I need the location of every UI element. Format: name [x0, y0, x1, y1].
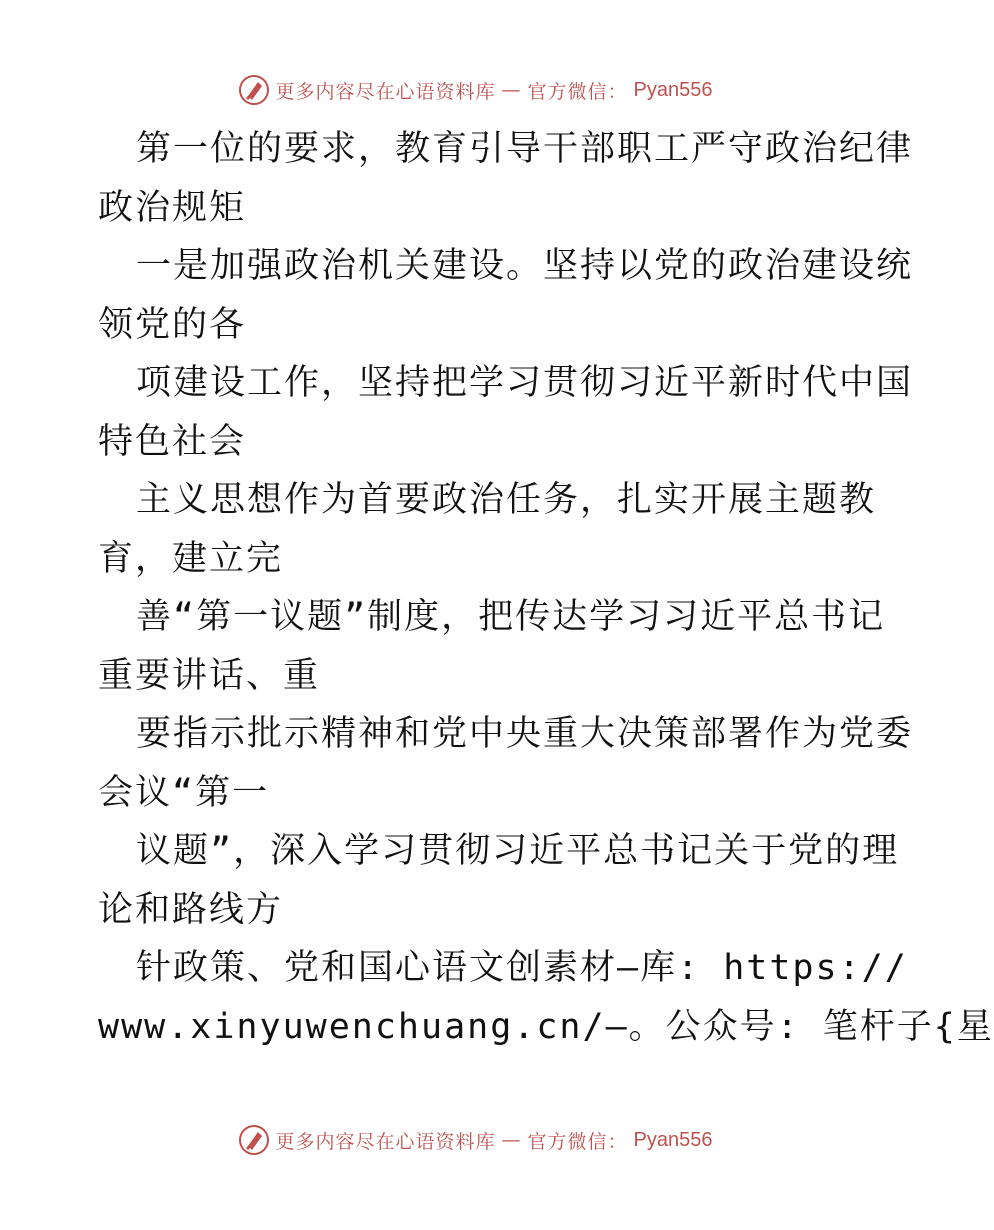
banner-dash: — — [501, 79, 522, 101]
text-line: www.xinyuwenchuang.cn/—。公众号: 笔杆子{星 — [98, 1006, 994, 1047]
text-line: 主义思想作为首要政治任务，扎实开展主题教 — [136, 480, 877, 520]
text-line: 领党的各 — [98, 304, 247, 345]
text-line: 议题”，深入学习贯彻习近平总书记关于党的理 — [136, 831, 900, 871]
banner-site-text: 更多内容尽在心语资料库 — [275, 1130, 496, 1153]
text-line: 论和路线方 — [98, 889, 284, 930]
text-line: 要指示批示精神和党中央重大决策部署作为党委 — [136, 714, 914, 754]
banner-dash: — — [501, 1129, 522, 1151]
pen-nib-logo-icon — [238, 74, 270, 106]
text-line: 针政策、党和国心语文创素材—库: https:// — [136, 948, 908, 988]
banner-wechat-label: 官方微信： — [527, 80, 628, 103]
banner-wechat-label: 官方微信： — [527, 1130, 628, 1153]
text-line: 特色社会 — [98, 421, 247, 462]
banner-wechat-id: Pyan556 — [633, 1128, 713, 1151]
document-body — [98, 120, 994, 1056]
footer-banner — [0, 1122, 950, 1158]
header-banner — [0, 72, 950, 108]
banner-wechat-id: Pyan556 — [633, 78, 713, 101]
text-line: 会议“第一 — [98, 772, 270, 813]
text-line: 项建设工作，坚持把学习贯彻习近平新时代中国 — [136, 363, 914, 403]
banner-site-text: 更多内容尽在心语资料库 — [275, 80, 496, 103]
text-line: 育，建立完 — [98, 538, 284, 579]
text-line: 第一位的要求，教育引导干部职工严守政治纪律 — [136, 129, 914, 169]
text-line: 政治规矩 — [98, 187, 247, 228]
pen-nib-logo-icon — [238, 1124, 270, 1156]
text-line: 一是加强政治机关建设。坚持以党的政治建设统 — [136, 246, 914, 286]
text-line: 重要讲话、重 — [98, 655, 321, 696]
text-line: 善“第一议题”制度，把传达学习习近平总书记 — [136, 597, 886, 637]
